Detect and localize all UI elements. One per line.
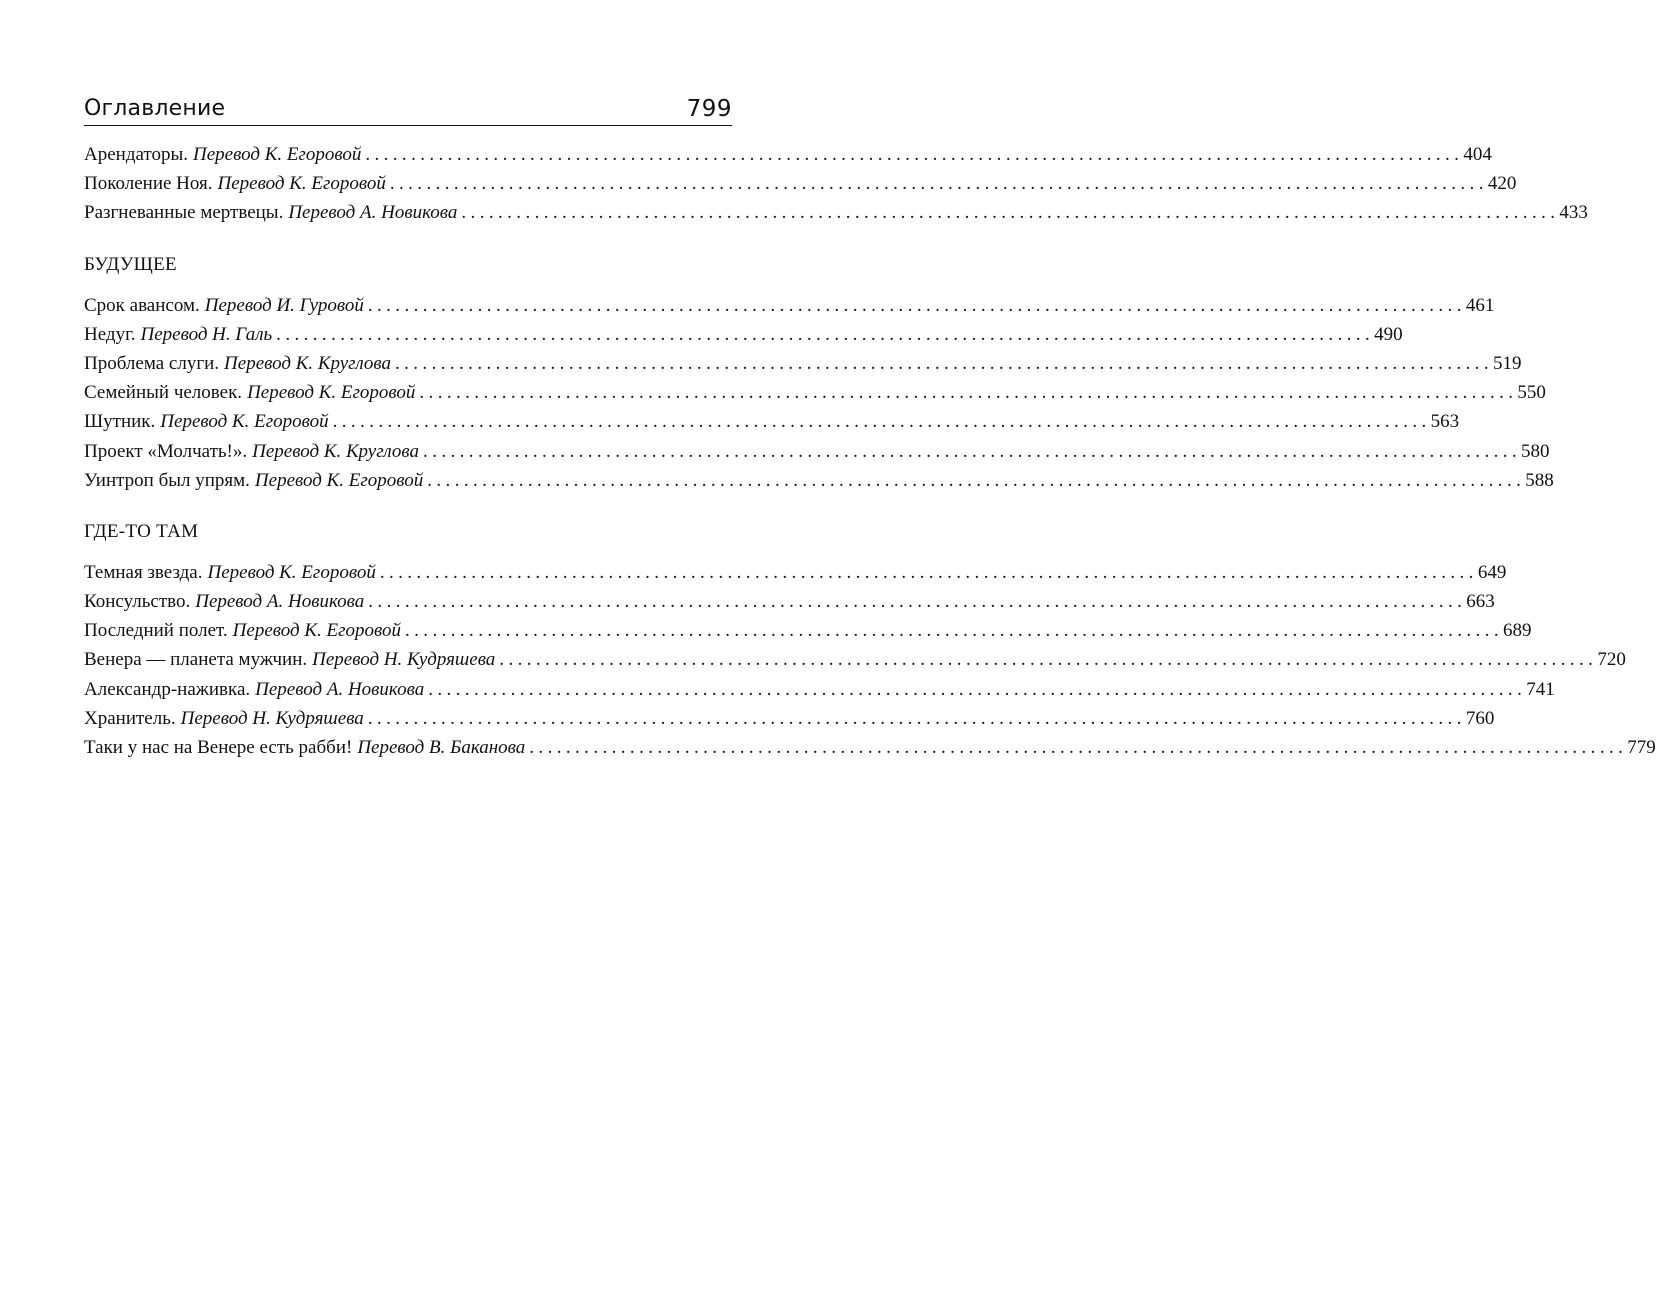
toc-entry (84, 407, 1460, 436)
translator-credit: Перевод В. Баканова (357, 737, 526, 758)
dot-leader: ........................................................................................................................ (332, 411, 1431, 433)
story-title: Срок авансом. (84, 294, 200, 316)
toc-entry (84, 437, 1550, 466)
story-title: Александр-наживка. (84, 678, 251, 700)
dot-leader: ........................................................................................................................ (405, 620, 1503, 642)
story-title: Поколение Ноя. (84, 173, 213, 195)
translator-credit: Перевод И. Гуровой (204, 294, 364, 316)
toc-entry (84, 558, 1507, 587)
dot-leader: ........................................................................................................................ (394, 352, 1493, 374)
translator-credit: Перевод К. Егоровой (160, 411, 329, 433)
dot-leader: ........................................................................................................................ (367, 707, 1466, 729)
story-title: Арендаторы. (84, 144, 188, 165)
dot-leader: ........................................................................................................................ (461, 202, 1560, 224)
entry-page-number: 580 (1521, 440, 1550, 462)
dot-leader: ........................................................................................................................ (367, 294, 1466, 316)
translator-credit: Перевод Н. Кудряшева (180, 707, 364, 729)
entry-page-number: 420 (1487, 173, 1517, 195)
translator-credit: Перевод К. Егоровой (232, 620, 401, 642)
story-title: Венера — планета мужчин. (84, 649, 308, 671)
entry-page-number: 550 (1517, 382, 1546, 404)
translator-credit: Перевод К. Круглова (252, 440, 420, 462)
section-heading: БУДУЩЕЕ (84, 253, 177, 275)
dot-leader: ........................................................................................................................ (389, 173, 1488, 195)
story-title: Проблема слуги. (84, 352, 220, 374)
entry-page-number: 779 (1627, 737, 1656, 758)
entry-page-number: 433 (1559, 202, 1588, 224)
toc-section-future (84, 250, 1554, 495)
section-heading: ГДЕ-ТО ТАМ (84, 520, 199, 542)
toc-entry (84, 320, 1403, 349)
story-title: Семейный человек. (84, 382, 243, 404)
running-head (84, 88, 732, 126)
toc-section-continued (84, 140, 1588, 228)
entry-page-number: 649 (1477, 561, 1507, 583)
dot-leader: ........................................................................................................................ (365, 144, 1464, 165)
translator-credit: Перевод К. Егоровой (217, 173, 386, 195)
book-page (84, 88, 1656, 762)
page-title: Оглавление (84, 96, 226, 121)
dot-leader: ........................................................................................................................ (529, 737, 1628, 758)
toc-entry (84, 675, 1555, 704)
story-title: Недуг. (84, 323, 136, 345)
toc-entry (84, 587, 1495, 616)
translator-credit: Перевод К. Егоровой (254, 469, 424, 491)
toc-entry (84, 616, 1532, 645)
entry-page-number: 563 (1430, 411, 1460, 433)
translator-credit: Перевод К. Егоровой (207, 561, 376, 583)
story-title: Шутник. (84, 411, 156, 433)
toc-entry (84, 645, 1626, 674)
toc-entry (84, 704, 1495, 733)
entry-page-number: 588 (1525, 469, 1554, 491)
story-title: Консульство. (84, 591, 191, 613)
dot-leader: ........................................................................................................................ (276, 323, 1375, 345)
story-title: Разгневанные мертвецы. (84, 202, 284, 224)
entry-page-number: 404 (1463, 144, 1492, 165)
entry-page-number: 741 (1526, 678, 1555, 700)
story-title: Проект «Молчать!». (84, 440, 248, 462)
translator-credit: Перевод А. Новикова (288, 202, 458, 224)
toc-entry (84, 140, 1492, 169)
translator-credit: Перевод К. Егоровой (193, 144, 362, 165)
translator-credit: Перевод А. Новикова (195, 591, 365, 613)
entry-page-number: 461 (1465, 294, 1495, 316)
entry-page-number: 663 (1466, 591, 1495, 613)
dot-leader: ........................................................................................................................ (423, 440, 1522, 462)
dot-leader: ........................................................................................................................ (419, 382, 1518, 404)
story-title: Последний полет. (84, 620, 228, 642)
toc-entry (84, 291, 1495, 320)
entry-page-number: 689 (1503, 620, 1532, 642)
entry-page-number: 760 (1465, 707, 1495, 729)
toc-entry (84, 378, 1546, 407)
table-of-contents (84, 140, 1656, 762)
translator-credit: Перевод К. Круглова (224, 352, 391, 374)
translator-credit: Перевод А. Новикова (255, 678, 425, 700)
toc-entry (84, 733, 1656, 762)
story-title: Хранитель. (84, 707, 176, 729)
toc-section-out-there (84, 517, 1656, 762)
translator-credit: Перевод Н. Кудряшева (312, 649, 496, 671)
story-title: Уинтроп был упрям. (84, 469, 250, 491)
entry-page-number: 490 (1374, 323, 1403, 345)
toc-entry (84, 349, 1522, 378)
toc-entry (84, 198, 1588, 227)
toc-entry (84, 169, 1517, 198)
toc-entry (84, 466, 1554, 495)
dot-leader: ........................................................................................................................ (499, 649, 1598, 671)
translator-credit: Перевод Н. Галь (140, 323, 273, 345)
story-title: Темная звезда. (84, 561, 203, 583)
translator-credit: Перевод К. Егоровой (247, 382, 416, 404)
entry-page-number: 720 (1597, 649, 1626, 671)
dot-leader: ........................................................................................................................ (427, 469, 1526, 491)
dot-leader: ........................................................................................................................ (379, 561, 1478, 583)
entry-page-number: 519 (1492, 352, 1522, 374)
dot-leader: ........................................................................................................................ (428, 678, 1527, 700)
page-number: 799 (686, 96, 732, 122)
story-title: Таки у нас на Венере есть рабби! (84, 737, 353, 758)
dot-leader: ........................................................................................................................ (368, 591, 1467, 613)
